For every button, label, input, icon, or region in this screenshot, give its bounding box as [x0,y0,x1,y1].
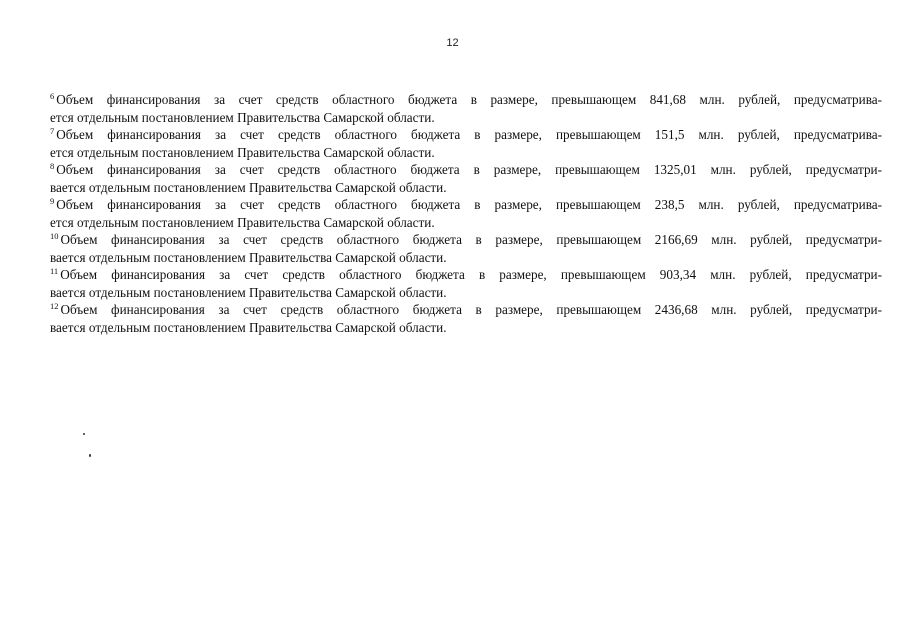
page-number: 12 [446,37,459,49]
footnote-8 [50,161,882,196]
footnote-7 [50,126,882,161]
footnote-line [50,301,882,319]
footnote-line: вается отдельным постановлением Правительства Самарской области. [50,249,447,265]
footnote-line [50,231,882,249]
footnote-text: Объем финансирования за счет средств областного бюджета в размере, превышающем 2166,69 млн. рублей, предусматри- [60,232,882,247]
footnote-line [50,126,882,144]
footnote-text: Объем финансирования за счет средств областного бюджета в размере, превышающем 151,5 млн. рублей, предусматрива- [56,127,882,142]
footnote-marker: 7 [50,126,55,136]
footnote-line: ется отдельным постановлением Правительства Самарской области. [50,214,435,230]
footnote-line [50,266,882,284]
scan-speck [89,454,91,457]
footnote-marker: 6 [50,91,55,101]
footnote-line: ется отдельным постановлением Правительства Самарской области. [50,109,435,125]
footnote-11 [50,266,882,301]
footnote-text: Объем финансирования за счет средств областного бюджета в размере, превышающем 841,68 млн. рублей, предусматрива- [56,92,882,107]
footnote-9 [50,196,882,231]
footnote-line [50,161,882,179]
footnote-10 [50,231,882,266]
footnote-line: вается отдельным постановлением Правительства Самарской области. [50,284,447,300]
footnote-marker: 11 [50,266,59,276]
footnote-marker: 12 [50,301,59,311]
footnote-text: Объем финансирования за счет средств областного бюджета в размере, превышающем 1325,01 млн. рублей, предусматри- [56,162,882,177]
footnote-6 [50,91,882,126]
footnote-line: вается отдельным постановлением Правительства Самарской области. [50,319,447,335]
footnote-line [50,196,882,214]
footnote-marker: 10 [50,231,59,241]
footnote-line [50,91,882,109]
scan-speck [83,433,85,435]
footnote-line: ется отдельным постановлением Правительства Самарской области. [50,144,435,160]
footnote-line: вается отдельным постановлением Правительства Самарской области. [50,179,447,195]
footnote-12 [50,301,882,336]
footnote-marker: 8 [50,161,55,171]
footnote-marker: 9 [50,196,55,206]
footnote-text: Объем финансирования за счет средств областного бюджета в размере, превышающем 2436,68 млн. рублей, предусматри- [60,302,882,317]
footnote-text: Объем финансирования за счет средств областного бюджета в размере, превышающем 903,34 млн. рублей, предусматри- [60,267,882,282]
footnote-text: Объем финансирования за счет средств областного бюджета в размере, превышающем 238,5 млн. рублей, предусматрива- [56,197,882,212]
footnotes-section [50,91,882,336]
